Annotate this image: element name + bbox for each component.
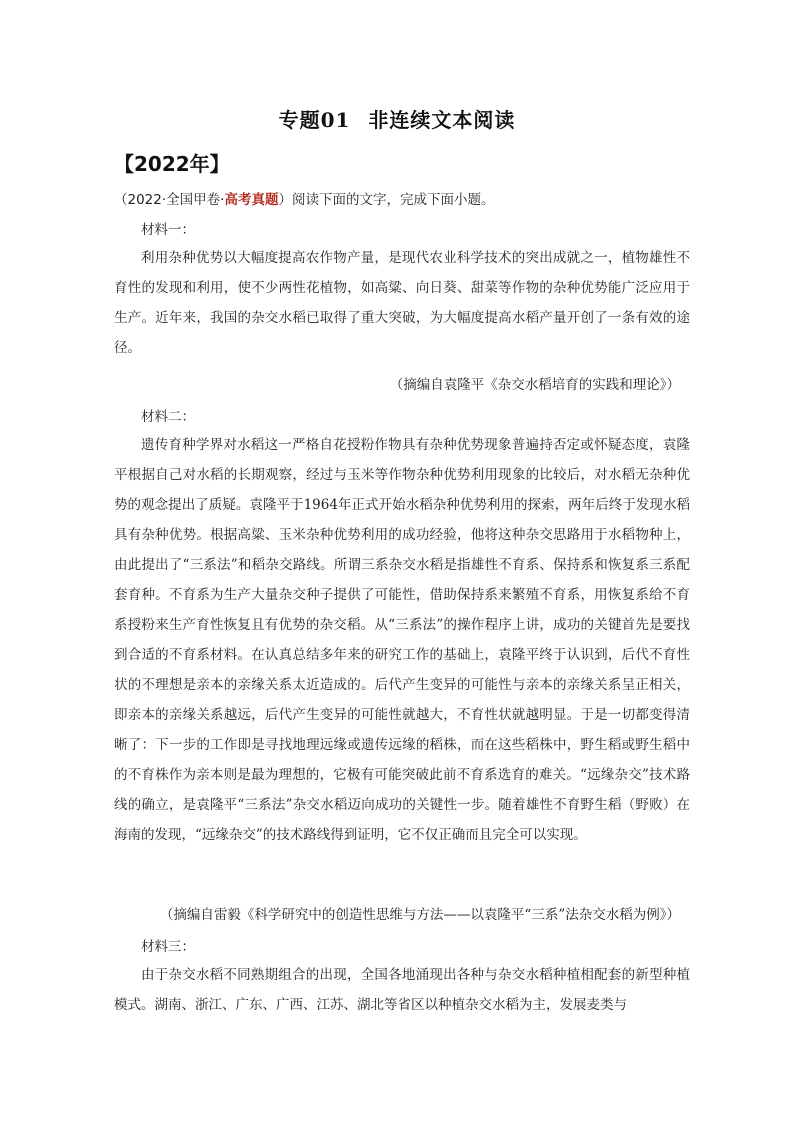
material2-label: 材料二： — [141, 409, 195, 425]
material3-text: 由于杂交水稻不同熟期组合的出现，全国各地涌现出各种与杂交水稻种植相配套的新型种植模式。湖南、浙江、广东、广西、江苏、湖北等省区以种植杂交水稻为主，发展麦类与 — [114, 967, 690, 1013]
intro-highlight: 高考真题 — [224, 192, 279, 208]
material2-source: （摘编自雷毅《科学研究中的创造性思维与方法——以袁隆平“三系”法杂交水稻为例》） — [159, 907, 680, 923]
title-text: 非连续文本阅读 — [368, 108, 516, 132]
material1-source: （摘编自袁隆平《杂交水稻培育的实践和理论》） — [389, 377, 680, 393]
question-intro — [114, 188, 694, 208]
intro-prefix: （2022·全国甲卷· — [114, 192, 225, 208]
page-title — [0, 104, 794, 133]
material2-text: 遗传育种学界对水稻这一严格自花授粉作物具有杂种优势现象普遍持否定或怀疑态度，袁隆平根据自己对水稻的长期观察，经过与玉米等作物杂种优势利用现象的比较后，对水稻无杂种优势的观念提出了质疑。袁隆平于1964年正式开始水稻杂种优势利用的探索，两年后终于发现水稻具有杂种优势。根据高粱、玉米杂种优势利用的成功经验，他将这种杂交思路用于水稻物种上，由此提出了“三系法”和稻杂交路线。所谓三系杂交水稻是指雄性不育系、保持系和恢复系三系配套育种。不育系为生产大量杂交种子提供了可能性，借助保持系来繁殖不育系，用恢复系给不育系授粉来生产育性恢复且有优势的杂交稻。从“三系法”的操作程序上讲，成功的关键首先是要找到合适的不育系材料。在认真总结多年来的研究工作的基础上，袁隆平终于认识到，后代不育性状的不理想是亲本的亲缘关系太近造成的。后代产生变异的可能性与亲本的亲缘关系呈正相关，即亲本的亲缘关系越远，后代产生变异的可能性就越大，不育性状就越明显。于是一切都变得清晰了：下一步的工作即是寻找地理远缘或遗传远缘的稻株，而在这些稻株中，野生稻或野生稻中的不育株作为亲本则是最为理想的，它极有可能突破此前不育系选育的难关。“远缘杂交”技术路线的确立，是袁隆平“三系法”杂交水稻迈向成功的关键性一步。随着雄性不育野生稻（野败）在海南的发现，“远缘杂交”的技术路线得到证明，它不仅正确而且完全可以实现。 — [114, 437, 690, 843]
material1-label: 材料一： — [141, 222, 195, 238]
year-heading: 【2022年】 — [114, 152, 230, 176]
intro-suffix: ）阅读下面的文字，完成下面小题。 — [278, 192, 495, 208]
material1-text: 利用杂种优势以大幅度提高农作物产量，是现代农业科学技术的突出成就之一，植物雄性不育性的发现和利用，使不少两性花植物，如高粱、向日葵、甜菜等作物的杂种优势能广泛应用于生产。近年来，我国的杂交水稻已取得了重大突破，为大幅度提高水稻产量开创了一条有效的途径。 — [114, 250, 690, 356]
title-number: 专题01 — [278, 108, 351, 132]
material3-label: 材料三： — [141, 939, 195, 955]
